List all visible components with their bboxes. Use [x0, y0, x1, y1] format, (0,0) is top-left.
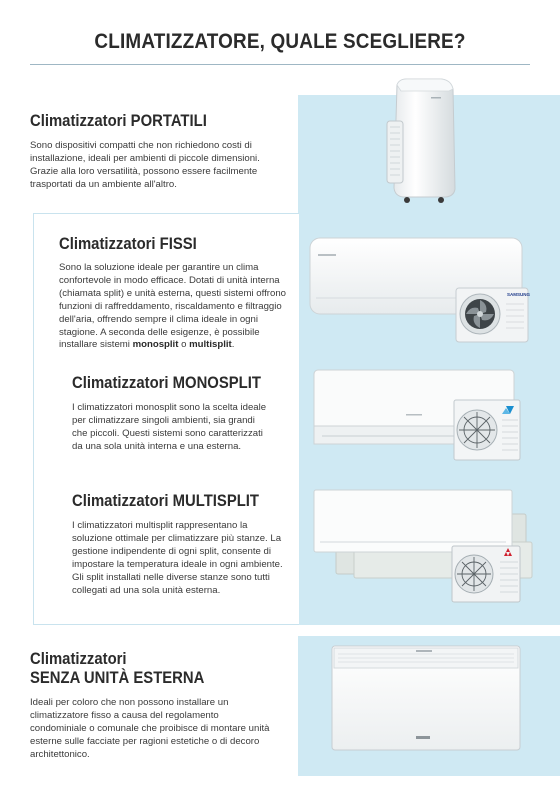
monosplit-body: I climatizzatori monosplit sono la scelta ideale per climatizzare singoli ambienti, sia grandi che piccoli. Questi sistemi sono caratterizzati da una sola unità interna e una esterna. — [72, 402, 267, 452]
monosplit-heading: Climatizzatori MONOSPLIT — [72, 374, 261, 392]
unico-monoblock-image — [330, 644, 524, 754]
mitsubishi-multisplit-image — [310, 486, 536, 612]
monosplit-keyword: monosplit — [132, 339, 179, 351]
portable-air-conditioner-image — [383, 77, 459, 205]
senza-body: Ideali per coloro che non possono installare un climatizzatore fisso a causa del regolamento condominiale o comunale che proibisce di montare unità esterne sulle facciate per ragioni estetiche o di decoro architettonico. — [30, 697, 270, 760]
samsung-split-image — [308, 236, 530, 344]
multisplit-keyword: multisplit — [189, 339, 232, 351]
title-divider — [30, 64, 530, 65]
samsung-logo-text: SAMSUNG — [507, 292, 530, 297]
fissi-heading: Climatizzatori FISSI — [59, 235, 197, 253]
senza-heading-line1: Climatizzatori — [30, 650, 127, 668]
page-title: CLIMATIZZATORE, QUALE SCEGLIERE? — [94, 30, 466, 53]
daikin-monosplit-image — [312, 368, 524, 466]
senza-heading-line2: SENZA UNITÀ ESTERNA — [30, 669, 205, 687]
multisplit-heading: Climatizzatori MULTISPLIT — [72, 492, 260, 510]
portatili-heading: Climatizzatori PORTATILI — [30, 112, 207, 130]
fissi-body: Sono la soluzione ideale per garantire un clima confortevole in modo efficace. Dotati di unità interna (chiamata split) e unità esterna, questi sistemi offrono funzioni di raffreddamento, riscaldamento e filtraggio dell'aria, offrendo sempre il clima ideale in ogni stagione. A seconda delle esigenze, è possibile installare sistemi monosplit o multisplit. — [59, 262, 286, 351]
multisplit-body: I climatizzatori multisplit rappresentano la soluzione ottimale per climatizzare più stanze. La gestione indipendente di ogni split, consente di impostare la temperatura ideale in ogni ambiente. Gli split installati nelle diverse stanze sono tutti collegati ad una sola unità esterna. — [72, 520, 283, 596]
portatili-body: Sono dispositivi compatti che non richiedono costi di installazione, ideali per ambienti di piccole dimensioni. Grazie alla loro versatilità, possono essere facilmente trasportati da un ambiente all'altro. — [30, 140, 260, 190]
